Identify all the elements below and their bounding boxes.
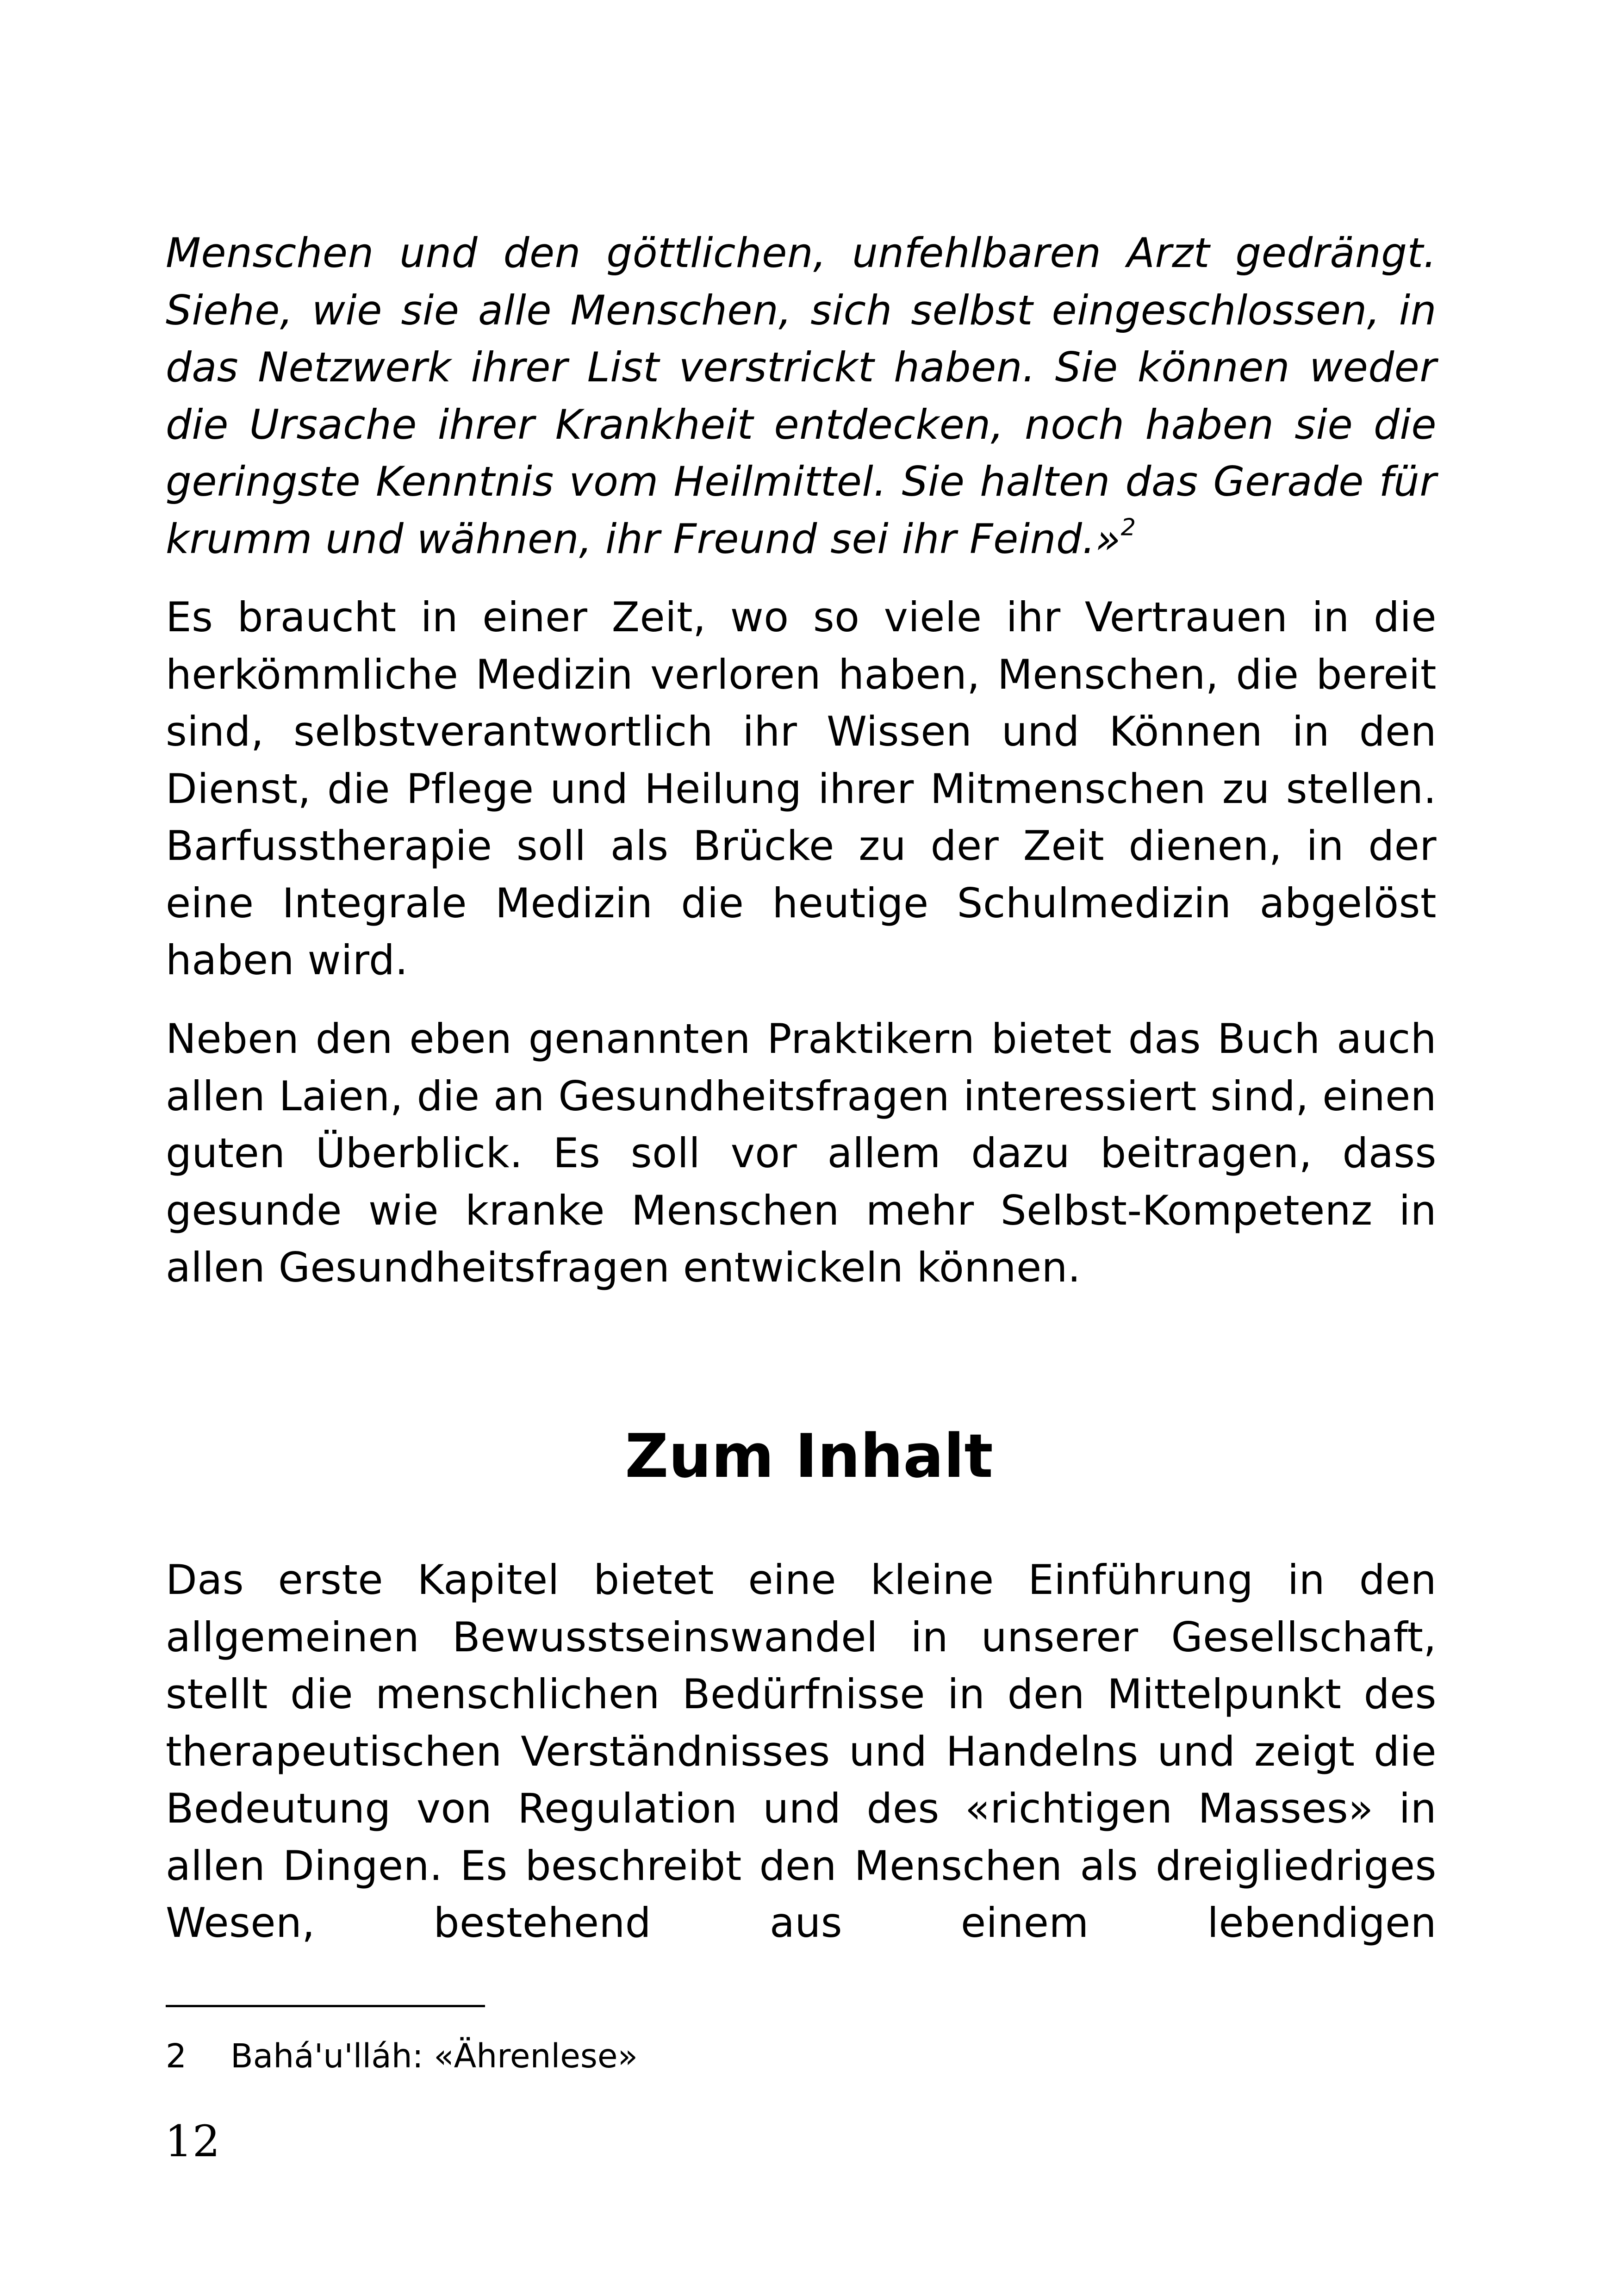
section-paragraph: Das erste Kapitel bietet eine kleine Einführung in den allgemeinen Bewusstseinswandel in unserer Gesellschaft, stellt die menschlichen Bedürfnisse in den Mittelpunkt des therapeutischen Verständnisses und Handelns und zeigt die Bedeutung von Regulation und des «richtigen Masses» in allen Dingen. Es beschreibt den Menschen als dreigliedriges Wesen, bestehend aus einem lebendigen xyxy=(166,1556,1437,1947)
body-paragraph-2: Neben den eben genannten Praktikern bietet das Buch auch allen Laien, die an Gesundheitsfragen interessiert sind, einen guten Überblick. Es soll vor allem dazu beitragen, dass gesunde wie kranke Menschen mehr Selbst-Kompetenz in allen Gesundheitsfragen entwickeln können. xyxy=(166,1015,1437,1291)
footnote-number: 2 xyxy=(166,2037,187,2075)
footnote-text: Bahá'u'lláh: «Ährenlese» xyxy=(230,2037,638,2075)
footnote-reference: 2 xyxy=(1120,514,1136,541)
page-number: 12 xyxy=(165,2116,220,2167)
footnote-separator xyxy=(166,2005,485,2007)
quote-text: Menschen und den göttlichen, unfehlbaren Arzt gedrängt. Siehe, wie sie alle Menschen, sich selbst eingeschlossen, in das Netzwerk ihrer List verstrickt haben. Sie können weder die Ursache ihrer Krankheit entdecken, noch haben sie die geringste Kenntnis vom Heilmittel. Sie halten das Gerade für krumm und wähnen, ihr Freund sei ihr Feind.» xyxy=(166,229,1437,563)
footnote xyxy=(166,2035,638,2077)
quote-paragraph xyxy=(166,224,1437,567)
section-heading: Zum Inhalt xyxy=(625,1421,993,1491)
body-paragraph-1: Es braucht in einer Zeit, wo so viele ihr Vertrauen in die herkömmliche Medizin verloren haben, Menschen, die bereit sind, selbstverantwortlich ihr Wissen und Können in den Dienst, die Pflege und Heilung ihrer Mitmenschen zu stellen. Barfusstherapie soll als Brücke zu der Zeit dienen, in der eine Integrale Medizin die heutige Schulmedizin abgelöst haben wird. xyxy=(166,593,1437,984)
